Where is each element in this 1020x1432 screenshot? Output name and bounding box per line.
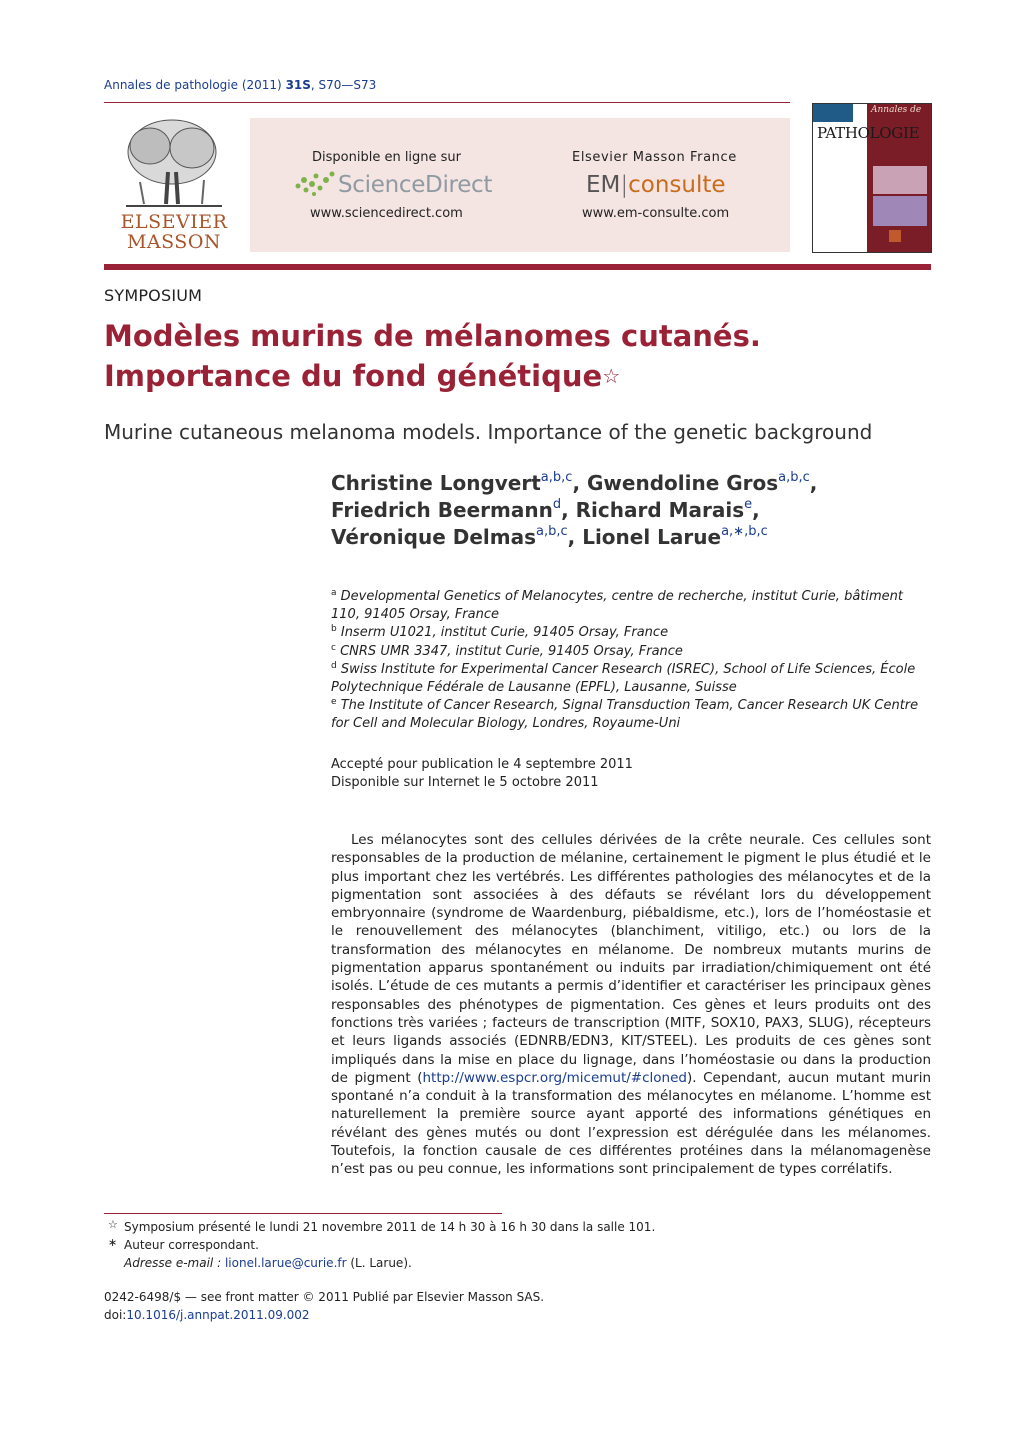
author-affiliation-marks[interactable]: a,b,c xyxy=(540,470,573,485)
cover-histology-image xyxy=(873,196,927,226)
affiliation-text: The Institute of Cancer Research, Signal Transduction Team, Cancer Research UK Centre for Cell and Molecular Biology, Londres, Royaume-Uni xyxy=(331,698,919,732)
footnote-text: Auteur correspondant. xyxy=(124,1238,259,1252)
journal-cover[interactable] xyxy=(812,103,932,253)
footnotes xyxy=(104,1218,804,1272)
doi-line xyxy=(104,1306,544,1324)
article-title-text: Modèles murins de mélanomes cutanés. Importance du fond génétique xyxy=(104,319,761,393)
author-name[interactable]: Friedrich Beermann xyxy=(331,498,553,522)
online-date: Disponible sur Internet le 5 octobre 2011 xyxy=(331,775,599,790)
author-name[interactable]: Richard Marais xyxy=(575,498,745,522)
section-label: SYMPOSIUM xyxy=(104,286,203,305)
sciencedirect-available-label: Disponible en ligne sur xyxy=(312,150,462,165)
footnote-email xyxy=(104,1254,804,1272)
affiliation-key: e xyxy=(331,697,337,708)
abstract-text: Les mélanocytes sont des cellules dérivées de la crête neurale. Ces cellules sont responsables de la production de mélanine, certainement le pigment le plus étudié et le plus important chez les vertébrés. Les différentes pathologies des mélanocytes et de la pigmentation sont associées à des défauts se révélant lors du développement embryonnaire (syndrome de Waardenburg, piébaldisme, etc.), lors de l’homéostasie et le renouvellement des mélanocytes (blanchiment, vitiligo, etc.) ou lors de la transformation des mélanocytes en mélanome. De nombreux mutants murins de pigmentation apparus spontanément ou induits par irradiation/chimiquement ont été isolés. L’étude de ces mutants a permis d’identifier et caractériser les principaux gènes responsables des phénotypes de pigmentation. Ces gènes et leurs produits ont des fonctions très variées ; facteurs de transcription (MITF, SOX10, PAX3, SLUG), récepteurs et leurs ligands associés (EDNRB/EDN3, KIT/STEEL). Les produits de ces gènes sont impliqués dans la mise en place du lignage, dans l’homéostasie ou dans la production de pigment ( xyxy=(331,832,931,1086)
emconsulte-url[interactable]: www.em-consulte.com xyxy=(582,206,730,221)
article-title xyxy=(104,316,934,396)
author-affiliation-marks[interactable]: a,b,c xyxy=(778,470,810,485)
doi-label: doi: xyxy=(104,1308,127,1322)
affiliation-text: Developmental Genetics of Melanocytes, centre de recherche, institut Curie, bâtiment 110, 91405 Orsay, France xyxy=(331,589,903,623)
title-footnote-star-icon[interactable]: ☆ xyxy=(602,364,621,388)
affiliation-item xyxy=(331,661,931,697)
affiliation-text: Swiss Institute for Experimental Cancer Research (ISREC), School of Life Sciences, École Polytechnique Fédérale de Lausanne (EPFL), Lausanne, Suisse xyxy=(331,661,916,696)
doi-link[interactable]: 10.1016/j.annpat.2011.09.002 xyxy=(126,1308,310,1322)
affiliation-key: d xyxy=(331,660,337,671)
author-list xyxy=(331,470,931,551)
affiliation-list xyxy=(331,588,931,734)
copyright-line: 0242-6498/$ — see front matter © 2011 Publié par Elsevier Masson SAS. xyxy=(104,1290,545,1304)
author-name[interactable]: Véronique Delmas xyxy=(331,525,536,549)
affiliation-item xyxy=(331,643,931,661)
accepted-date: Accepté pour publication le 4 septembre 2011 xyxy=(331,757,633,772)
email-link[interactable]: lionel.larue@curie.fr xyxy=(224,1256,347,1270)
em-publisher-label: Elsevier Masson France xyxy=(572,150,737,165)
cover-histology-image xyxy=(873,166,927,194)
email-suffix: (L. Larue). xyxy=(346,1256,412,1270)
author-separator: , xyxy=(561,498,576,522)
affiliation-text: CNRS UMR 3347, institut Curie, 91405 Orsay, France xyxy=(340,643,683,659)
emconsulte-logo-consulte: consulte xyxy=(628,172,726,198)
author-separator: , xyxy=(752,498,760,522)
copyright-block xyxy=(104,1288,544,1324)
author-separator: , xyxy=(567,525,583,549)
footnote-text: Symposium présenté le lundi 21 novembre 2011 de 14 h 30 à 16 h 30 dans la salle 101. xyxy=(124,1220,656,1234)
article-english-title: Murine cutaneous melanoma models. Importance of the genetic background xyxy=(104,420,873,444)
footnote-corresponding xyxy=(104,1236,804,1254)
journal-pages: , S70—S73 xyxy=(310,78,377,92)
author-affiliation-marks[interactable]: d xyxy=(552,497,562,512)
footnote-symposium xyxy=(104,1218,804,1236)
emconsulte-logo-separator: | xyxy=(620,172,629,198)
header-divider xyxy=(104,102,790,103)
footnote-star-icon: ☆ xyxy=(108,1218,118,1231)
affiliation-item xyxy=(331,588,931,624)
cover-title: PATHOLOGIE xyxy=(817,124,920,142)
footnote-divider xyxy=(104,1213,502,1214)
emconsulte-logo-em: EM xyxy=(586,172,621,198)
affiliation-text: Inserm U1021, institut Curie, 91405 Orsay, France xyxy=(340,625,669,641)
author-affiliation-marks[interactable]: a,b,c xyxy=(536,524,568,539)
abstract-text: ). Cependant, aucun mutant murin spontané n’a conduit à la transformation des mélanocytes en mélanome. L’homme est naturellement la première source ayant apporté des informations génétiques en révélant des gènes mutés ou dont l’expression est dérégulée dans les mélanomes. Toutefois, la fonction causale de ces différentes protéines dans la mélanomagenèse n’est pas ou peu connue, les informations sont principalement de types corrélatifs. xyxy=(331,1069,931,1178)
cover-title-small: Annales de xyxy=(871,105,922,115)
sciencedirect-logo-text[interactable]: ScienceDirect xyxy=(338,172,493,198)
abstract-paragraph xyxy=(331,831,931,1179)
journal-name: Annales de pathologie (2011) xyxy=(104,78,282,92)
affiliation-item xyxy=(331,624,931,642)
affiliation-key: b xyxy=(331,624,337,635)
author-name[interactable]: Christine Longvert xyxy=(331,471,541,495)
journal-reference[interactable] xyxy=(104,78,376,92)
author-separator: , xyxy=(809,471,818,495)
abstract-link[interactable]: http://www.espcr.org/micemut/#cloned xyxy=(422,1069,687,1086)
affiliation-item xyxy=(331,697,931,733)
publication-dates xyxy=(331,756,633,792)
author-separator: , xyxy=(572,471,587,495)
abstract xyxy=(331,831,931,1179)
author-name[interactable]: Gwendoline Gros xyxy=(587,471,779,495)
journal-volume: 31S xyxy=(285,78,311,92)
cover-publisher-icon xyxy=(889,230,901,242)
email-label: Adresse e-mail : xyxy=(124,1256,222,1270)
emconsulte-logo[interactable] xyxy=(586,172,726,198)
affiliation-key: a xyxy=(331,588,337,598)
publisher-logo-text: ELSEVIER MASSON xyxy=(120,211,228,253)
footnote-asterisk-icon: ∗ xyxy=(108,1236,118,1249)
cover-blue-block xyxy=(813,104,853,122)
author-name[interactable]: Lionel Larue xyxy=(582,525,722,549)
sciencedirect-url[interactable]: www.sciencedirect.com xyxy=(310,206,463,221)
sciencedirect-logo-icon xyxy=(292,168,336,198)
header-thick-divider xyxy=(104,264,931,270)
author-affiliation-marks[interactable]: a,∗,b,c xyxy=(721,524,768,539)
affiliation-key: c xyxy=(331,642,336,653)
author-affiliation-marks[interactable]: e xyxy=(744,497,753,512)
